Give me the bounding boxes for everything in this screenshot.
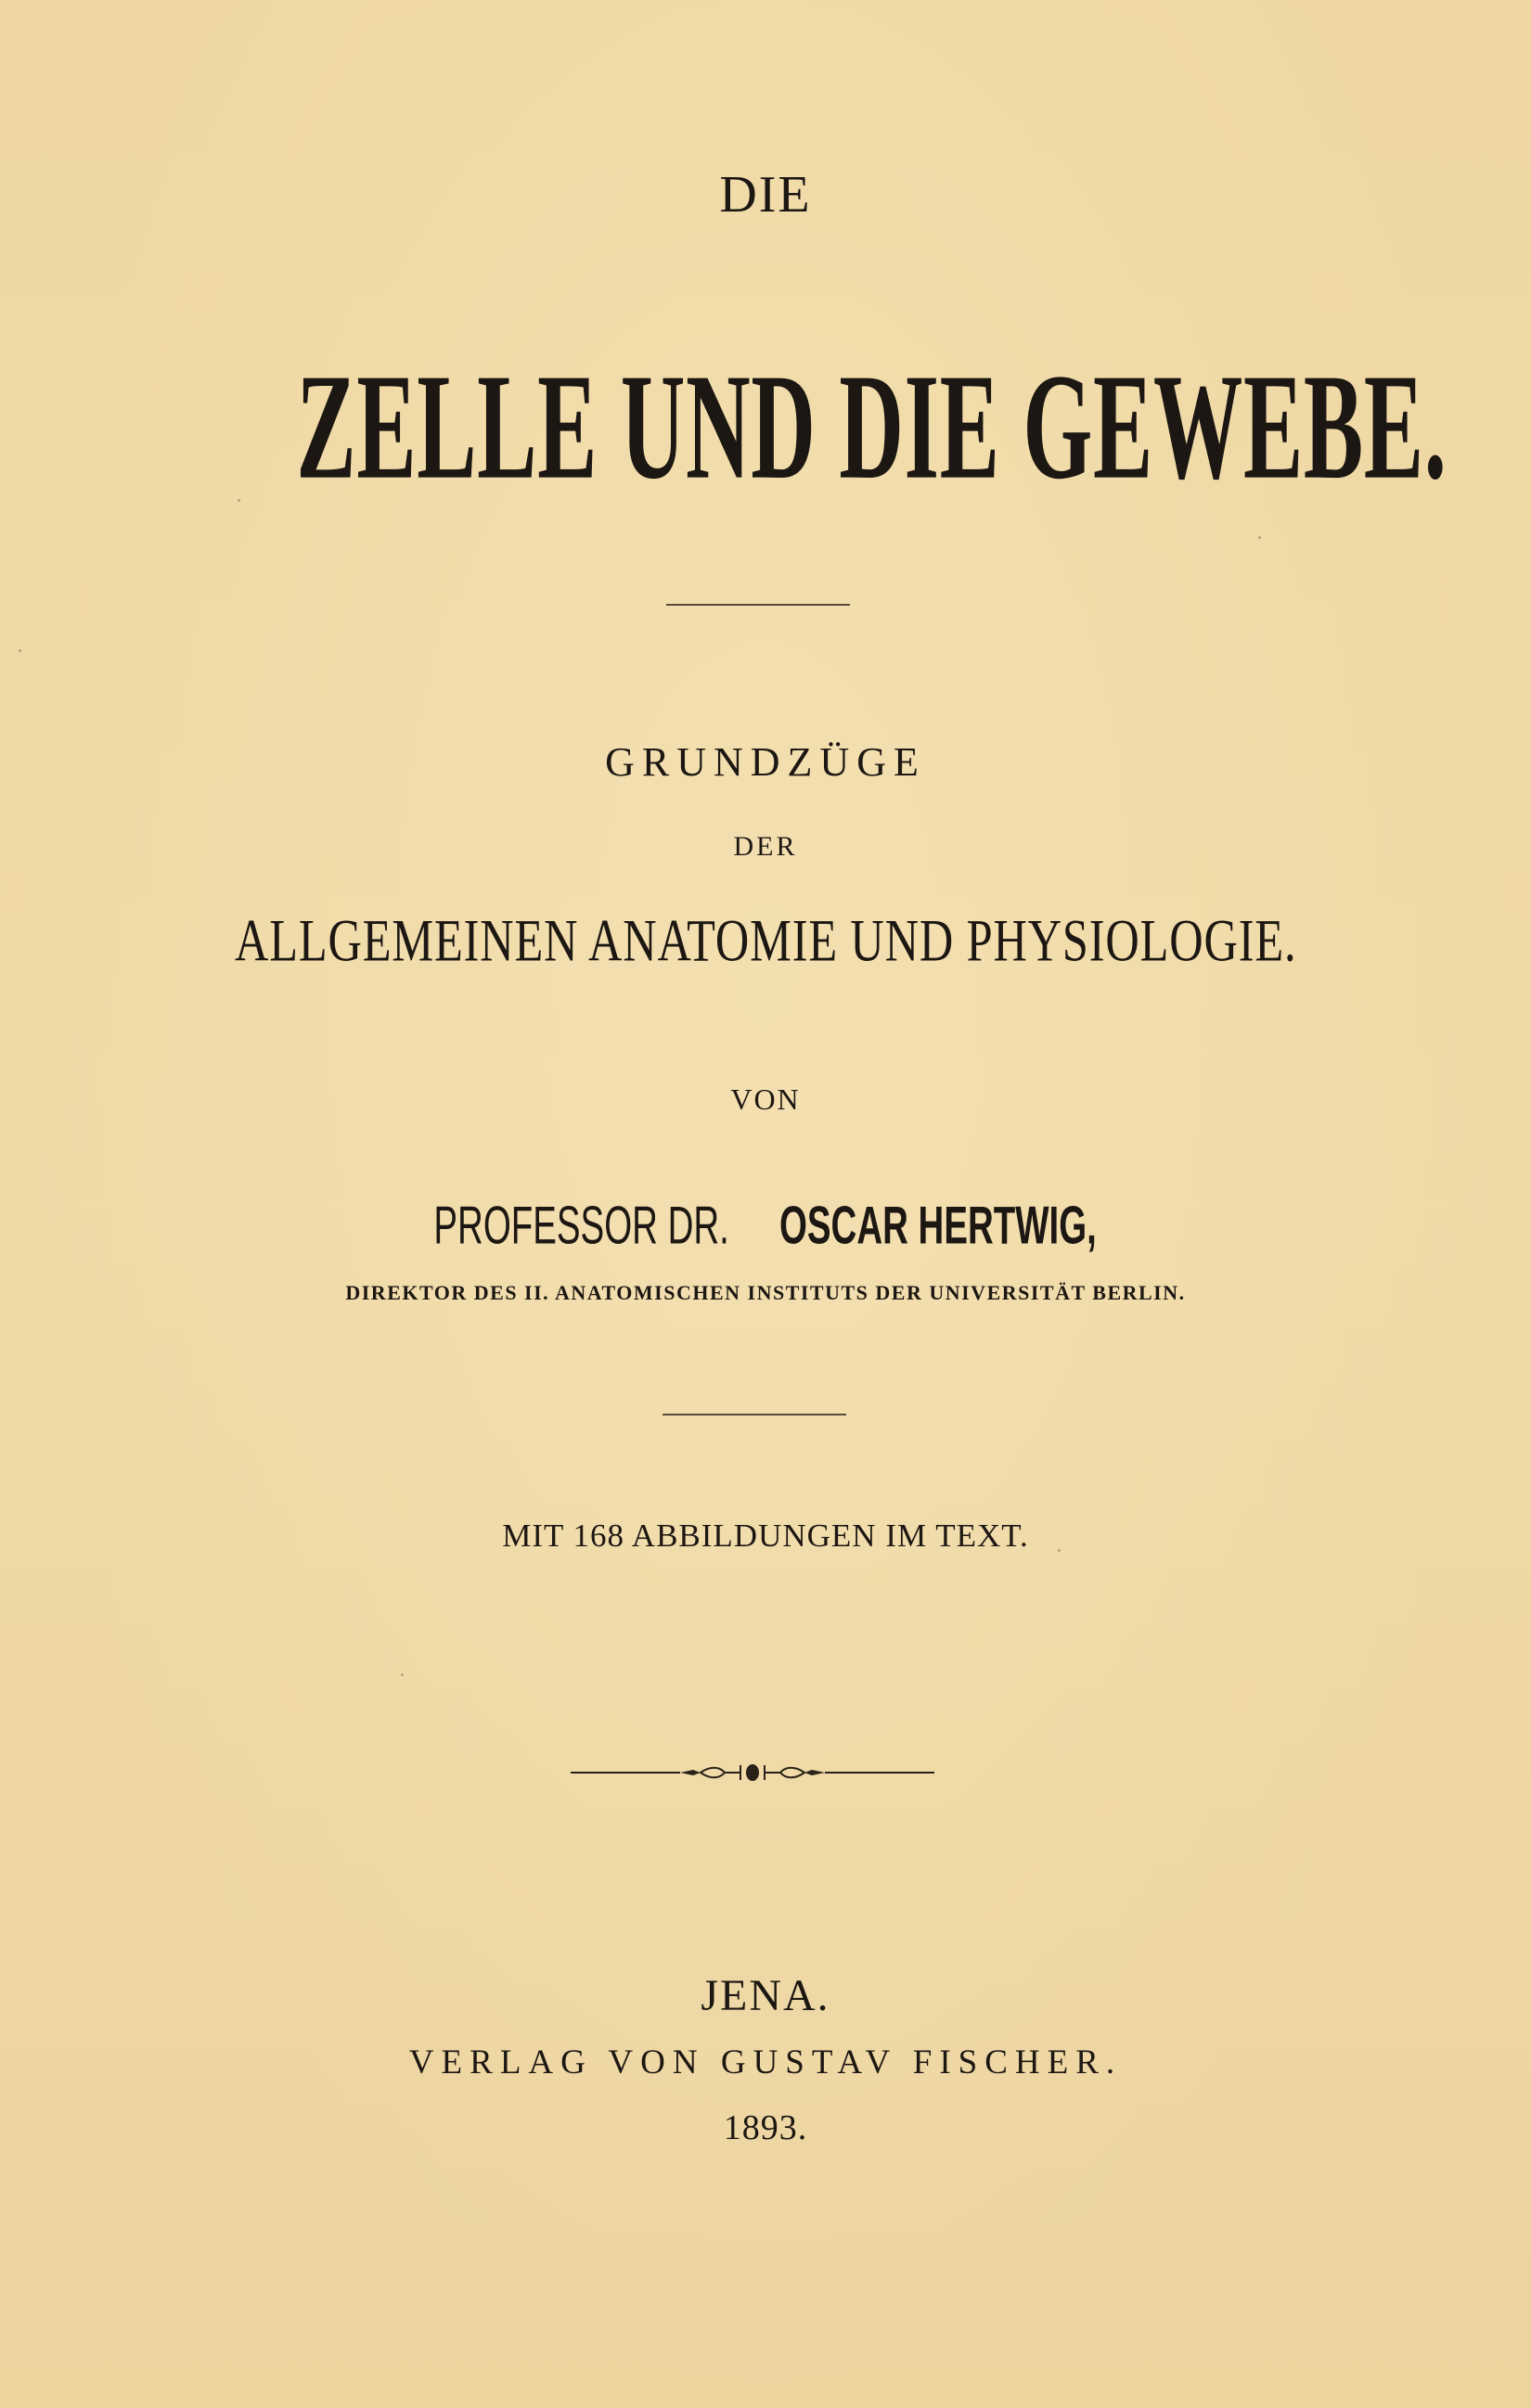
author-prefix: PROFESSOR DR. (433, 1197, 729, 1256)
divider-rule-top (666, 604, 850, 606)
author-affiliation: DIREKTOR DES II. ANATOMISCHEN INSTITUTS DER UNIVERSITÄT BERLIN. (345, 1281, 1186, 1304)
book-title-text: ZELLE UND DIE GEWEBE. (296, 342, 1447, 511)
illustrations-note: MIT 168 ABBILDUNGEN IM TEXT. (502, 1518, 1029, 1554)
publisher: VERLAG VON GUSTAV FISCHER. (408, 2043, 1123, 2081)
subtitle-line-2: DER (733, 831, 798, 862)
paper-speck (401, 1673, 404, 1676)
subtitle-line-1: GRUNDZÜGE (605, 739, 926, 785)
paper-speck (19, 649, 21, 652)
book-title (0, 342, 1531, 511)
author-line (0, 1198, 1531, 1254)
author-name: OSCAR HERTWIG, (778, 1197, 1097, 1256)
publication-year: 1893. (723, 2108, 808, 2147)
by-line: VON (730, 1082, 801, 1116)
author-line-inner (409, 1198, 1122, 1256)
paper-speck (1058, 1549, 1061, 1552)
ornamental-divider-icon (571, 1759, 934, 1787)
subtitle-line-3 (0, 909, 1531, 973)
paper-speck (1258, 536, 1261, 539)
divider-rule-middle (663, 1414, 846, 1415)
subtitle-line-3-text: ALLGEMEINEN ANATOMIE UND PHYSIOLOGIE. (234, 907, 1297, 974)
paper-speck (238, 499, 240, 502)
publication-place: JENA. (701, 1971, 830, 2020)
title-kicker: DIE (719, 166, 812, 224)
